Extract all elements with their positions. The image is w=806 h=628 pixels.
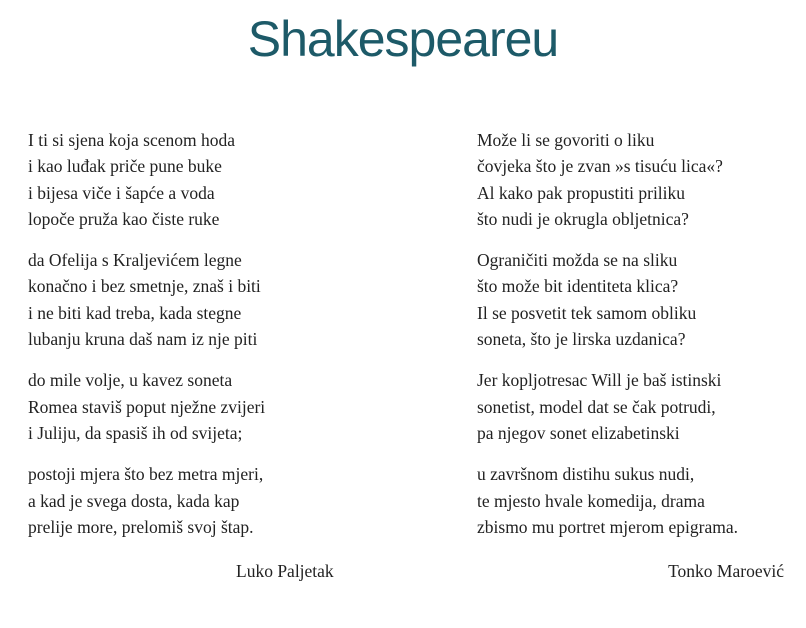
poem-line: da Ofelija s Kraljevićem legne [28,250,242,271]
stanza [28,461,348,540]
poem-line: i bijesa viče i šapće a voda [28,182,215,203]
poem-line: lubanju kruna daš nam iz nje piti [28,329,258,350]
poem-line: što može bit identiteta klica? [477,276,679,297]
stanza [477,461,797,540]
poem-line: prelije more, prelomiš svoj štap. [28,516,254,537]
poem-line: Ograničiti možda se na sliku [477,250,678,271]
poem-line: konačno i bez smetnje, znaš i biti [28,276,261,297]
poem-line: sonetist, model dat se čak potrudi, [477,396,716,417]
poem-line: Romea staviš poput nježne zvijeri [28,396,266,417]
poem-line: Al kako pak propustiti priliku [477,182,686,203]
stanza [477,127,797,232]
poem-line: u završnom distihu sukus nudi, [477,464,695,485]
poem-line: Jer kopljotresac Will je baš istinski [477,370,722,391]
poem-line: Može li se govoriti o liku [477,130,655,150]
stanza [28,367,348,446]
poem-line: što nudi je okrugla obljetnica? [477,208,689,229]
poem-line: do mile volje, u kavez soneta [28,370,233,391]
author-right: Tonko Maroević [668,561,784,581]
stanza [28,127,348,232]
poem-line: postoji mjera što bez metra mjeri, [28,464,264,485]
poem-line: I ti si sjena koja scenom hoda [28,130,236,150]
stanza [477,247,797,352]
stanza [28,247,348,352]
poem-line: soneta, što je lirska uzdanica? [477,329,686,350]
poem-line: pa njegov sonet elizabetinski [477,422,680,443]
stanza [477,367,797,446]
author-left: Luko Paljetak [236,561,334,581]
poem-right [477,127,797,555]
poem-line: lopoče pruža kao čiste ruke [28,208,220,229]
poem-line: te mjesto hvale komedija, drama [477,490,705,511]
poem-line: i ne biti kad treba, kada stegne [28,302,242,323]
poem-line: a kad je svega dosta, kada kap [28,490,240,511]
poem-line: Il se posvetit tek samom obliku [477,302,697,323]
poem-line: i kao luđak priče pune buke [28,156,222,177]
poem-line: i Juliju, da spasiš ih od svijeta; [28,422,243,443]
page-title: Shakespeareu [247,11,559,67]
poem-line: zbismo mu portret mjerom epigrama. [477,516,738,537]
poem-left [28,127,348,555]
poem-line: čovjeka što je zvan »s tisuću lica«? [477,156,723,177]
